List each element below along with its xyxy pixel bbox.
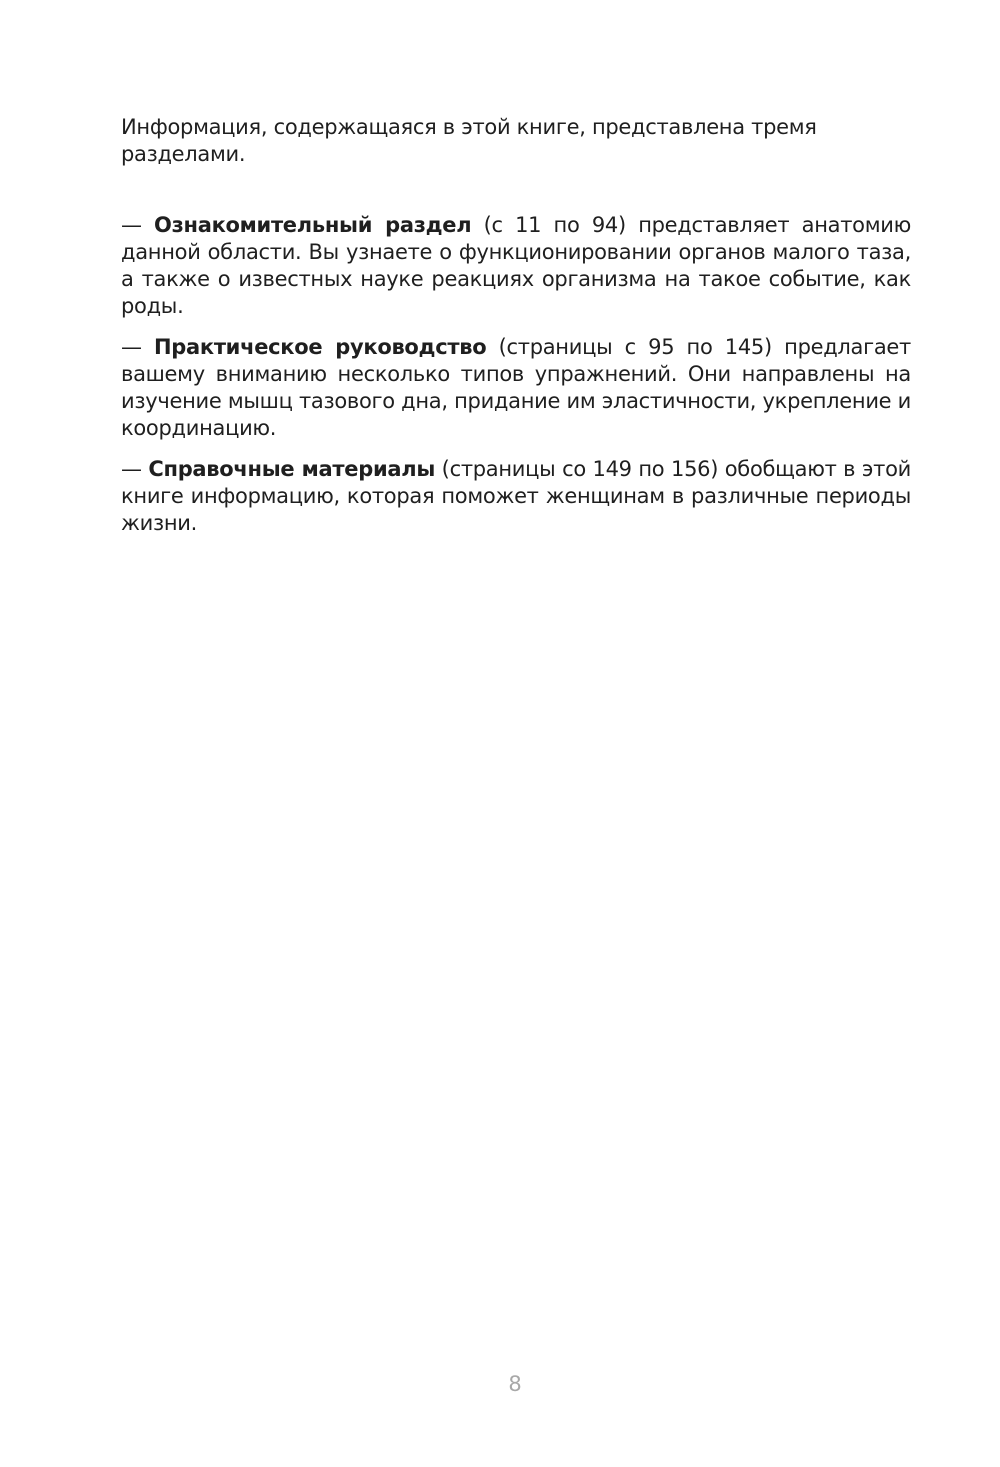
page-number: 8 [508,1372,522,1396]
section-description: (с 11 по 94) представляет анатомию данной области. Вы узнаете о функционировании органов малого таза, а также о известных науке реакциях организма на такое событие, как роды. [121,213,911,318]
section-title: Справочные материалы [148,457,436,481]
section-item-introductory [121,212,911,320]
section-description: (страницы с 95 по 145) предлагает вашему вниманию несколько типов упражнений. Они направлены на изучение мышц тазового дна, придание им эластичности, укрепление и координацию. [121,335,912,440]
page-body [121,114,911,551]
intro-paragraph: Информация, содержащаяся в этой книге, представлена тремя разделами. [121,115,817,166]
section-item-reference [121,456,911,537]
dash: — [121,457,142,481]
section-item-practical [121,334,911,442]
section-title: Практическое руководство [153,335,487,359]
dash: — [121,335,142,359]
dash: — [121,213,142,237]
section-title: Ознакомительный раздел [154,213,472,237]
section-description: (страницы со 149 по 156) обобщают в этой книге информацию, которая поможет женщинам в различные периоды жизни. [121,457,911,535]
